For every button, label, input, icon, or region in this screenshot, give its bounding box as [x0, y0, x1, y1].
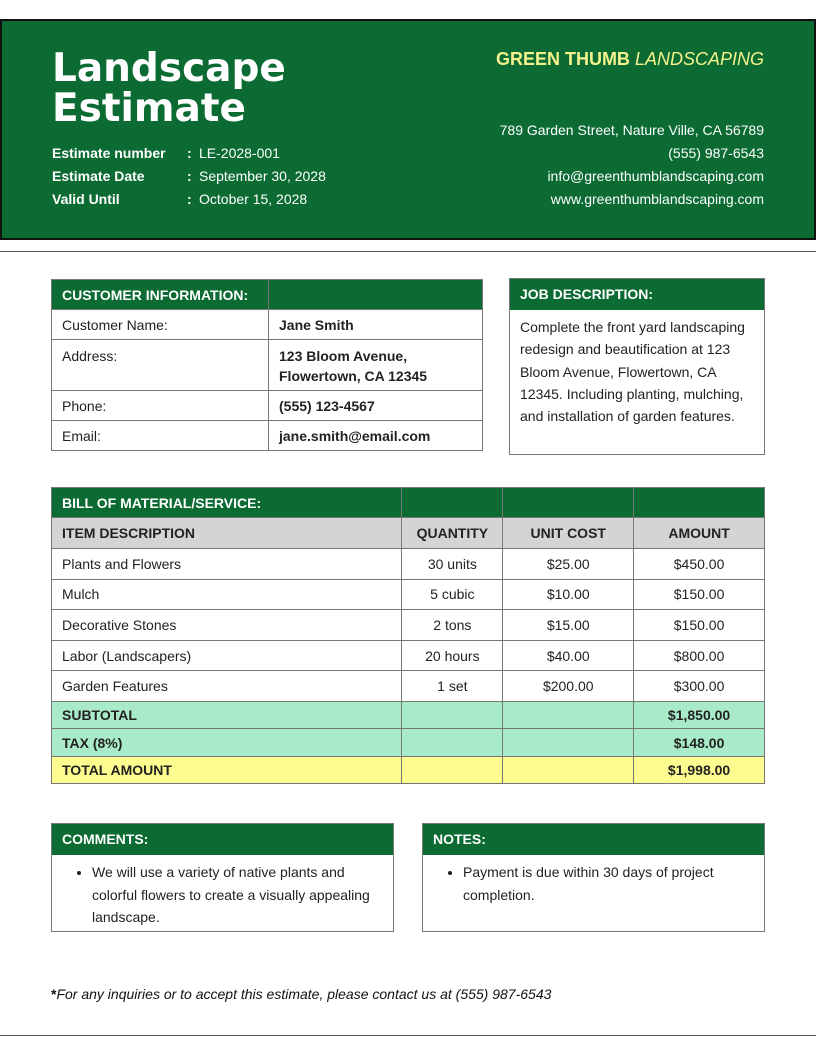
notes-heading: NOTES:	[423, 824, 764, 855]
table-row	[52, 579, 765, 610]
item-quantity: 20 hours	[402, 640, 503, 671]
table-row	[52, 391, 483, 421]
customer-name-value: Jane Smith	[269, 310, 483, 340]
meta-label: Estimate number	[52, 144, 166, 161]
list-item: • We will use a variety of native plants and colorful flowers to create a visually appealing landscape.	[92, 861, 383, 929]
customer-label: Phone:	[52, 391, 269, 421]
item-quantity: 5 cubic	[402, 579, 503, 610]
item-amount: $450.00	[634, 549, 765, 580]
column-header-item: ITEM DESCRIPTION	[52, 518, 402, 549]
item-quantity: 2 tons	[402, 610, 503, 641]
customer-email-value: jane.smith@email.com	[269, 421, 483, 451]
column-header-unit-cost: UNIT COST	[503, 518, 634, 549]
company-contact	[500, 119, 764, 211]
job-description-box	[509, 278, 765, 455]
job-description-text: Complete the front yard landscaping redesign and beautification at 123 Bloom Avenue, Flowertown, CA 12345. Including planting, mulching, and installation of garden features.	[520, 319, 745, 425]
footer-asterisk: *	[51, 986, 57, 1002]
bill-of-materials-table	[51, 487, 765, 784]
table-row	[52, 610, 765, 641]
table-row	[52, 671, 765, 702]
customer-info-heading-blank	[269, 280, 483, 310]
table-row	[52, 640, 765, 671]
total-row	[52, 756, 765, 783]
tax-blank	[503, 729, 634, 757]
company-name	[496, 49, 764, 70]
item-amount: $800.00	[634, 640, 765, 671]
item-quantity: 30 units	[402, 549, 503, 580]
customer-label: Address:	[52, 340, 269, 391]
comments-list	[52, 855, 393, 929]
company-address: 789 Garden Street, Nature Ville, CA 56789	[499, 122, 764, 138]
customer-info-table	[51, 279, 483, 451]
total-label: TOTAL AMOUNT	[52, 756, 402, 783]
bill-heading-blank	[634, 488, 765, 518]
meta-value: October 15, 2028	[199, 190, 308, 207]
comments-heading: COMMENTS:	[52, 824, 393, 855]
meta-row-estimate-number	[52, 141, 326, 164]
company-email: info@greenthumblandscaping.com	[547, 168, 764, 184]
document-title	[52, 46, 286, 131]
item-unit-cost: $25.00	[503, 549, 634, 580]
meta-label: Estimate Date	[52, 167, 145, 184]
bill-heading: BILL OF MATERIAL/SERVICE:	[52, 488, 402, 518]
item-description: Mulch	[52, 579, 402, 610]
company-phone: (555) 987-6543	[668, 145, 764, 161]
table-row	[52, 340, 483, 391]
item-unit-cost: $200.00	[503, 671, 634, 702]
tax-row	[52, 729, 765, 757]
item-amount: $300.00	[634, 671, 765, 702]
subtotal-row	[52, 701, 765, 729]
tax-label: TAX (8%)	[52, 729, 402, 757]
list-item: • Payment is due within 30 days of project completion.	[463, 861, 754, 906]
comments-box	[51, 823, 394, 932]
title-line-1: Landscape	[52, 46, 286, 91]
footer-text: For any inquiries or to accept this estimate, please contact us at (555) 987-6543	[56, 986, 552, 1002]
tax-blank	[402, 729, 503, 757]
item-amount: $150.00	[634, 610, 765, 641]
item-description: Labor (Landscapers)	[52, 640, 402, 671]
item-amount: $150.00	[634, 579, 765, 610]
divider-bottom	[0, 1035, 816, 1036]
item-description: Decorative Stones	[52, 610, 402, 641]
table-row	[52, 421, 483, 451]
total-blank	[503, 756, 634, 783]
item-unit-cost: $40.00	[503, 640, 634, 671]
customer-address-value	[269, 340, 483, 391]
subtotal-value: $1,850.00	[634, 701, 765, 729]
meta-label: Valid Until	[52, 190, 120, 207]
item-description: Plants and Flowers	[52, 549, 402, 580]
customer-label: Email:	[52, 421, 269, 451]
meta-colon: :	[187, 190, 192, 207]
bill-heading-row	[52, 488, 765, 518]
customer-phone-value: (555) 123-4567	[269, 391, 483, 421]
company-name-bold: GREEN THUMB	[495, 49, 630, 69]
column-header-row	[52, 518, 765, 549]
notes-list	[423, 855, 764, 906]
title-line-2: Estimate	[52, 86, 246, 131]
subtotal-blank	[503, 701, 634, 729]
subtotal-blank	[402, 701, 503, 729]
meta-row-estimate-date	[52, 164, 326, 187]
item-unit-cost: $10.00	[503, 579, 634, 610]
table-row	[52, 549, 765, 580]
company-name-italic: LANDSCAPING	[634, 49, 764, 69]
footer-note	[51, 986, 551, 1002]
item-description: Garden Features	[52, 671, 402, 702]
customer-label: Customer Name:	[52, 310, 269, 340]
total-value: $1,998.00	[634, 756, 765, 783]
bill-heading-blank	[503, 488, 634, 518]
customer-info-header	[52, 280, 483, 310]
item-quantity: 1 set	[402, 671, 503, 702]
tax-value: $148.00	[634, 729, 765, 757]
meta-value: LE-2028-001	[199, 144, 280, 161]
notes-box	[422, 823, 765, 932]
column-header-quantity: QUANTITY	[402, 518, 503, 549]
divider-top	[0, 251, 816, 252]
table-row	[52, 310, 483, 340]
header-banner	[0, 19, 816, 240]
subtotal-label: SUBTOTAL	[52, 701, 402, 729]
estimate-meta	[52, 141, 326, 210]
job-description-heading: JOB DESCRIPTION:	[510, 279, 764, 310]
total-blank	[402, 756, 503, 783]
column-header-amount: AMOUNT	[634, 518, 765, 549]
company-website: www.greenthumblandscaping.com	[550, 191, 764, 207]
item-unit-cost: $15.00	[503, 610, 634, 641]
address-line-1: 123 Bloom Avenue,	[279, 348, 408, 364]
meta-colon: :	[187, 167, 192, 184]
meta-colon: :	[187, 144, 192, 161]
address-line-2: Flowertown, CA 12345	[279, 368, 428, 384]
customer-info-heading: CUSTOMER INFORMATION:	[52, 280, 269, 310]
meta-value: September 30, 2028	[199, 167, 326, 184]
meta-row-valid-until	[52, 187, 326, 210]
bill-heading-blank	[402, 488, 503, 518]
